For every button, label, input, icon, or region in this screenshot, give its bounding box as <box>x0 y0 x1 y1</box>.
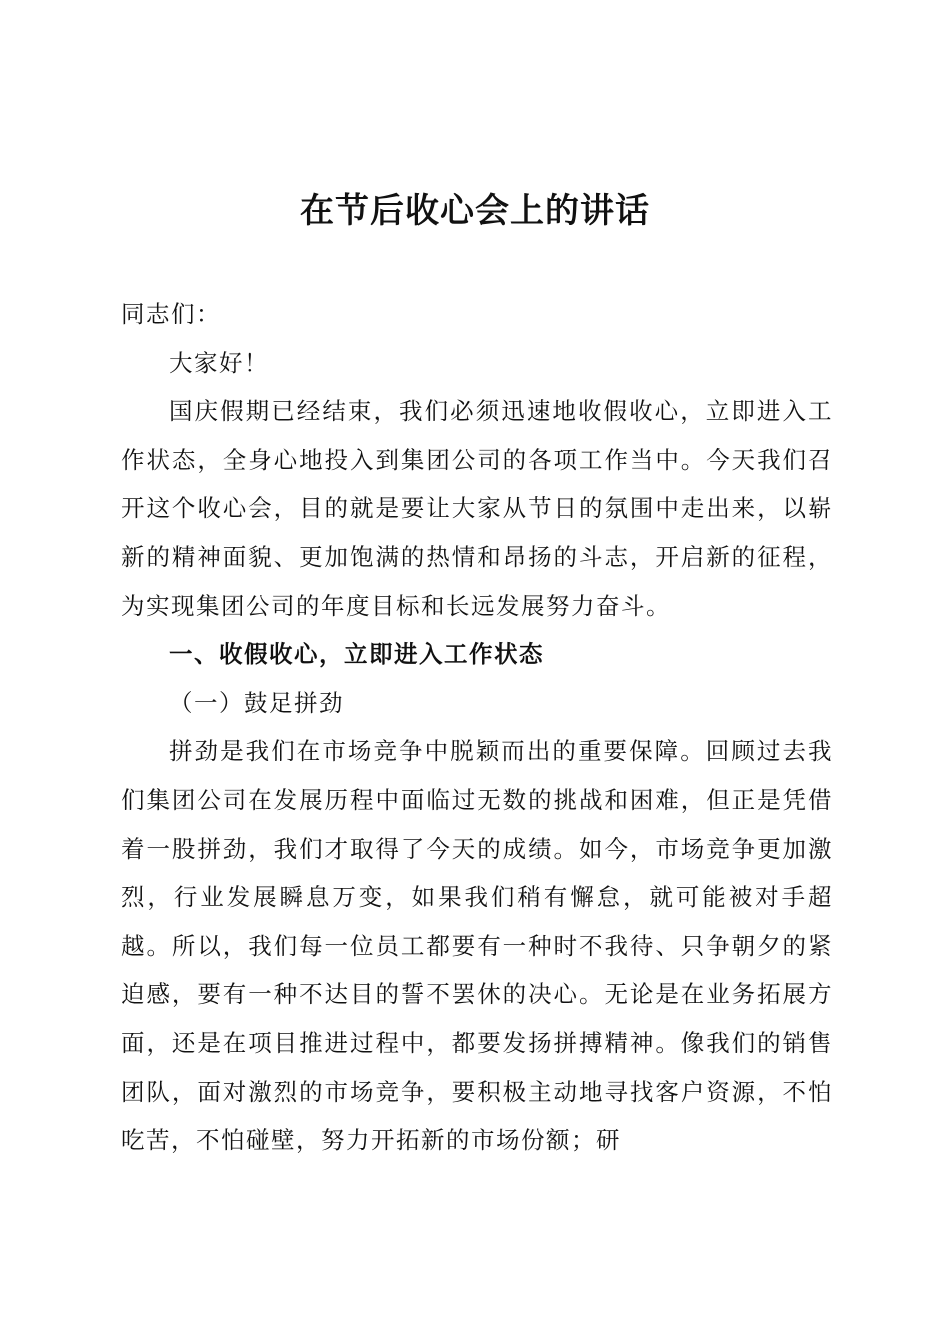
document-title: 在节后收心会上的讲话 <box>300 191 650 231</box>
document-body <box>121 290 833 1165</box>
salutation: 同志们： <box>121 300 221 328</box>
section-heading: 一、收假收心，立即进入工作状态 <box>169 640 544 669</box>
paragraph-body: 拼劲是我们在市场竞争中脱颖而出的重要保障。回顾过去我们集团公司在发展历程中面临过无数的挑战和困难，但正是凭借着一股拼劲，我们才取得了今天的成绩。如今，市场竞争更加激烈，行业发展瞬息万变，如果我们稍有懈怠，就可能被对手超越。所以，我们每一位员工都要有一种时不我待、只争朝夕的紧迫感，要有一种不达目的誓不罢休的决心。无论是在业务拓展方面，还是在项目推进过程中，都要发扬拼搏精神。像我们的销售团队，面对激烈的市场竞争，要积极主动地寻找客户资源，不怕吃苦，不怕碰壁，努力开拓新的市场份额；研 <box>121 737 833 1155</box>
paragraph-intro: 国庆假期已经结束，我们必须迅速地收假收心，立即进入工作状态，全身心地投入到集团公司的各项工作当中。今天我们召开这个收心会，目的就是要让大家从节日的氛围中走出来，以崭新的精神面貌、更加饱满的热情和昂扬的斗志，开启新的征程，为实现集团公司的年度目标和长远发展努力奋斗。 <box>121 397 833 620</box>
subsection-heading: （一）鼓足拼劲 <box>169 688 344 717</box>
greeting: 大家好！ <box>169 348 269 377</box>
